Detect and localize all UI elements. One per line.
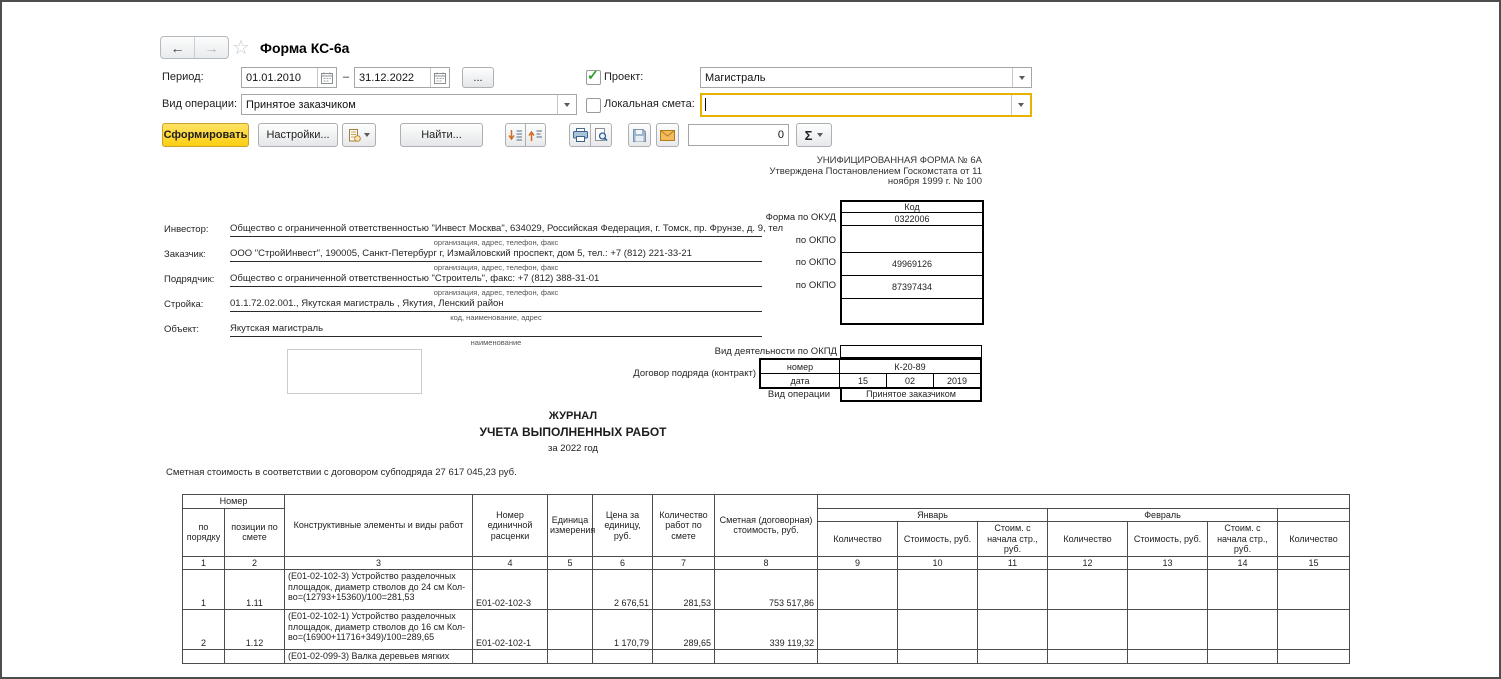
column-number: 10 <box>898 556 978 570</box>
date-to-field[interactable] <box>354 67 450 88</box>
month-header-january: Январь <box>818 508 1048 522</box>
okud-value: 0322006 <box>841 213 983 226</box>
work-cell <box>1128 650 1208 664</box>
work-row <box>183 570 1350 610</box>
form-header-line: УНИФИЦИРОВАННАЯ ФОРМА № 6А <box>816 155 982 166</box>
work-cell: Е01-02-102-3 <box>473 570 548 610</box>
calendar-icon <box>434 72 446 84</box>
estimate-note: Сметная стоимость в соответствии с договором субподряда 27 617 045,23 руб. <box>166 467 517 478</box>
okpo-label: по ОКПО <box>795 257 836 268</box>
party-label: Подрядчик: <box>164 274 215 285</box>
party-value: Якутская магистраль <box>230 323 762 337</box>
work-cell: 1.12 <box>225 610 285 650</box>
local-estimate-combo[interactable] <box>700 93 1032 117</box>
form-header-line: Утверждена Постановлением Госкомстата от 11 <box>769 165 982 177</box>
contract-date-label: дата <box>760 374 840 389</box>
work-cell <box>1048 650 1128 664</box>
contract-number-label: номер <box>760 359 840 374</box>
column-number: 13 <box>1128 556 1208 570</box>
work-cell <box>978 610 1048 650</box>
operation-type-row <box>164 387 982 402</box>
col-header-unit: Единица измерения <box>548 495 593 557</box>
project-checkbox[interactable] <box>586 67 601 85</box>
print-preview-button[interactable] <box>590 123 612 147</box>
autosum-field[interactable] <box>688 124 789 146</box>
contract-block <box>164 358 982 389</box>
chevron-down-icon <box>564 103 570 107</box>
party-row-customer <box>164 249 982 273</box>
subcol-header: Количество <box>1278 522 1350 557</box>
col-header-rate: Номер единичной расценки <box>473 495 548 557</box>
contract-date-day: 15 <box>840 374 887 389</box>
okud-label: Форма по ОКУД <box>765 212 836 223</box>
okpd-label: Вид деятельности по ОКПД <box>714 346 837 357</box>
work-cell: (Е01-02-102-1) Устройство разделочных площадок, диаметр стволов до 16 см Кол-во=(16900+11716+349)/100=289,65 <box>285 610 473 650</box>
chevron-down-icon <box>1019 76 1025 80</box>
work-cell: 753 517,86 <box>715 570 818 610</box>
column-number: 5 <box>548 556 593 570</box>
work-cell <box>548 570 593 610</box>
project-label: Проект: <box>604 71 644 83</box>
form-header-line: ноября 1999 г. № 100 <box>887 176 982 187</box>
works-table-body <box>183 570 1350 664</box>
work-cell: 1 170,79 <box>593 610 653 650</box>
party-label: Объект: <box>164 324 199 335</box>
column-number: 11 <box>978 556 1048 570</box>
date-from-calendar-button[interactable] <box>317 68 336 87</box>
email-button[interactable] <box>656 123 679 147</box>
work-cell <box>1128 570 1208 610</box>
work-cell <box>593 650 653 664</box>
work-cell: 1 <box>183 570 225 610</box>
work-cell <box>1278 570 1350 610</box>
work-cell <box>715 650 818 664</box>
party-caption: организация, адрес, телефон, факс <box>433 238 559 247</box>
report-variant-icon <box>348 129 361 142</box>
okpo-value-3: 87397434 <box>841 276 983 299</box>
subcol-header: Стоимость, руб. <box>898 522 978 557</box>
work-cell: 289,65 <box>653 610 715 650</box>
chevron-down-icon <box>1018 103 1024 107</box>
contract-label: Договор подряда (контракт) <box>633 368 756 379</box>
work-cell <box>818 650 898 664</box>
forward-button[interactable] <box>195 37 228 58</box>
autosum-input[interactable] <box>689 125 788 145</box>
operation-label: Вид операции: <box>162 98 238 110</box>
form-header <box>464 156 982 188</box>
party-label: Стройка: <box>164 299 204 310</box>
work-cell <box>1208 610 1278 650</box>
period-label: Период: <box>162 71 204 83</box>
okpo-label: по ОКПО <box>795 280 836 291</box>
local-estimate-label: Локальная смета: <box>604 98 695 110</box>
operation-type-value: Принятое заказчиком <box>840 387 982 402</box>
subcol-header: Стоим. с начала стр., руб. <box>1208 522 1278 557</box>
work-cell <box>1208 650 1278 664</box>
date-to-calendar-button[interactable] <box>430 68 449 87</box>
work-cell <box>548 650 593 664</box>
date-to-input[interactable] <box>355 68 430 87</box>
subcol-header: Количество <box>818 522 898 557</box>
local-estimate-dropdown-button[interactable] <box>1011 95 1030 115</box>
party-row-contractor <box>164 274 982 298</box>
work-cell <box>183 650 225 664</box>
column-numbers-row <box>183 556 1350 570</box>
journal-period: за 2022 год <box>548 443 598 454</box>
operation-combo[interactable] <box>241 94 577 115</box>
work-row <box>183 650 1350 664</box>
subcol-header: Стоим. с начала стр., руб. <box>978 522 1048 557</box>
print-button[interactable] <box>569 123 591 147</box>
party-value: Общество с ограниченной ответственностью "Инвест Москва", 634029, Российская Федерация, г. Томск, пр. Фрунзе, д. 9, тел <box>230 223 762 237</box>
column-number: 4 <box>473 556 548 570</box>
operation-type-label: Вид операции <box>767 389 831 400</box>
col-header-order: по порядку <box>183 508 225 556</box>
work-cell <box>1048 570 1128 610</box>
column-number: 2 <box>225 556 285 570</box>
nav-button-group <box>160 36 229 59</box>
col-header-position: позиции по смете <box>225 508 285 556</box>
party-value: ООО "СтройИнвест", 190005, Санкт-Петербург г, Измайловский проспект, дом 5, тел.: +7 (812) 221-33-21 <box>230 248 762 262</box>
collapse-groups-button[interactable] <box>525 123 546 147</box>
work-cell <box>898 570 978 610</box>
find-button[interactable]: Найти... <box>400 123 483 147</box>
work-cell <box>1278 610 1350 650</box>
column-number: 6 <box>593 556 653 570</box>
month-header-next <box>1278 508 1350 522</box>
contract-date-month: 02 <box>887 374 934 389</box>
okpd-row <box>164 345 982 358</box>
project-combo-input[interactable] <box>701 68 1012 87</box>
work-cell <box>1208 570 1278 610</box>
local-estimate-checkbox[interactable] <box>586 98 601 113</box>
column-number: 15 <box>1278 556 1350 570</box>
envelope-icon <box>660 130 675 141</box>
work-cell: 281,53 <box>653 570 715 610</box>
sigma-button[interactable] <box>796 123 832 147</box>
local-estimate-combo-input[interactable] <box>706 95 1011 115</box>
contract-date-year: 2019 <box>934 374 982 389</box>
column-number: 8 <box>715 556 818 570</box>
column-number: 1 <box>183 556 225 570</box>
printer-icon <box>573 128 588 142</box>
journal-subtitle: УЧЕТА ВЫПОЛНЕННЫХ РАБОТ <box>479 425 667 439</box>
months-strip <box>818 495 1350 509</box>
grouping-button-group <box>505 123 546 147</box>
work-cell <box>898 650 978 664</box>
party-label: Заказчик: <box>164 249 206 260</box>
col-header-works: Конструктивные элементы и виды работ <box>285 495 473 557</box>
report-document-area[interactable] <box>164 154 1396 661</box>
work-cell <box>978 570 1048 610</box>
back-button[interactable] <box>161 37 195 58</box>
work-cell: 2 <box>183 610 225 650</box>
work-cell <box>898 610 978 650</box>
period-separator: – <box>343 71 350 83</box>
work-cell <box>818 570 898 610</box>
settings-button[interactable]: Настройки... <box>258 123 338 147</box>
work-cell <box>1128 610 1208 650</box>
work-cell: 339 119,32 <box>715 610 818 650</box>
party-value: 01.1.72.02.001., Якутская магистраль , Якутия, Ленский район <box>230 298 762 312</box>
work-cell <box>225 650 285 664</box>
preview-icon <box>595 128 608 142</box>
contract-table <box>759 358 982 389</box>
work-cell <box>1278 650 1350 664</box>
work-cell <box>978 650 1048 664</box>
column-number: 12 <box>1048 556 1128 570</box>
party-row-investor <box>164 224 982 248</box>
column-number: 14 <box>1208 556 1278 570</box>
operation-combo-input[interactable] <box>242 95 557 114</box>
party-value: Общество с ограниченной ответственностью "Строитель", факс: +7 (812) 388-31-01 <box>230 273 762 287</box>
work-cell: 2 676,51 <box>593 570 653 610</box>
expand-groups-button[interactable] <box>505 123 526 147</box>
column-number: 9 <box>818 556 898 570</box>
work-cell: (Е01-02-102-3) Устройство разделочных площадок, диаметр стволов до 24 см Кол-во=(12793+15360)/100=281,53 <box>285 570 473 610</box>
page-title: Форма КС-6а <box>260 40 350 56</box>
work-cell <box>653 650 715 664</box>
party-row-site <box>164 299 982 323</box>
party-label: Инвестор: <box>164 224 209 235</box>
work-cell <box>473 650 548 664</box>
favorite-star-icon[interactable]: ☆ <box>232 37 250 59</box>
expand-groups-icon <box>508 129 523 142</box>
check-icon: ✓ <box>587 67 599 83</box>
subcol-header: Количество <box>1048 522 1128 557</box>
party-caption: наименование <box>470 338 522 347</box>
work-cell <box>1048 610 1128 650</box>
date-from-field[interactable] <box>241 67 337 88</box>
calendar-icon <box>321 72 333 84</box>
floppy-disk-icon <box>633 129 646 142</box>
work-cell <box>818 610 898 650</box>
print-button-group <box>569 123 612 147</box>
forward-icon: → <box>204 39 219 56</box>
number-group-header: Номер <box>183 495 285 509</box>
party-caption: код, наименование, адрес <box>450 313 542 322</box>
journal-title: ЖУРНАЛ <box>548 410 598 422</box>
column-number: 7 <box>653 556 715 570</box>
project-combo[interactable] <box>700 67 1032 88</box>
col-header-cost: Сметная (договорная) стоимость, руб. <box>715 495 818 557</box>
back-icon: ← <box>170 39 185 56</box>
work-cell <box>548 610 593 650</box>
col-header-price: Цена за единицу, руб. <box>593 495 653 557</box>
work-row <box>183 610 1350 650</box>
work-cell: 1.11 <box>225 570 285 610</box>
party-caption: организация, адрес, телефон, факс <box>433 288 559 297</box>
chevron-down-icon <box>364 133 370 137</box>
collapse-groups-icon <box>528 129 543 142</box>
report-variants-button[interactable] <box>342 123 376 147</box>
col-header-quantity: Количество работ по смете <box>653 495 715 557</box>
sigma-icon: Σ <box>804 127 813 143</box>
month-header-february: Февраль <box>1048 508 1278 522</box>
subcol-header: Стоимость, руб. <box>1128 522 1208 557</box>
work-cell: Е01-02-102-1 <box>473 610 548 650</box>
okpo-value-2: 49969126 <box>841 253 983 276</box>
period-more-button[interactable]: ... <box>462 67 494 88</box>
work-cell: (Е01-02-099-3) Валка деревьев мягких <box>285 650 473 664</box>
journal-title-block <box>164 410 982 454</box>
chevron-down-icon <box>817 133 823 137</box>
okpd-value-cell <box>840 345 982 358</box>
generate-button[interactable]: Сформировать <box>162 123 249 147</box>
okpo-label: по ОКПО <box>795 235 836 246</box>
project-combo-dropdown-button[interactable] <box>1012 68 1031 87</box>
date-from-input[interactable] <box>242 68 317 87</box>
operation-combo-dropdown-button[interactable] <box>557 95 576 114</box>
column-number: 3 <box>285 556 473 570</box>
party-caption: организация, адрес, телефон, факс <box>433 263 559 272</box>
save-button[interactable] <box>628 123 651 147</box>
codes-title: Код <box>841 201 983 213</box>
contract-number-value: К-20-89 <box>840 359 982 374</box>
works-table <box>182 494 1350 664</box>
